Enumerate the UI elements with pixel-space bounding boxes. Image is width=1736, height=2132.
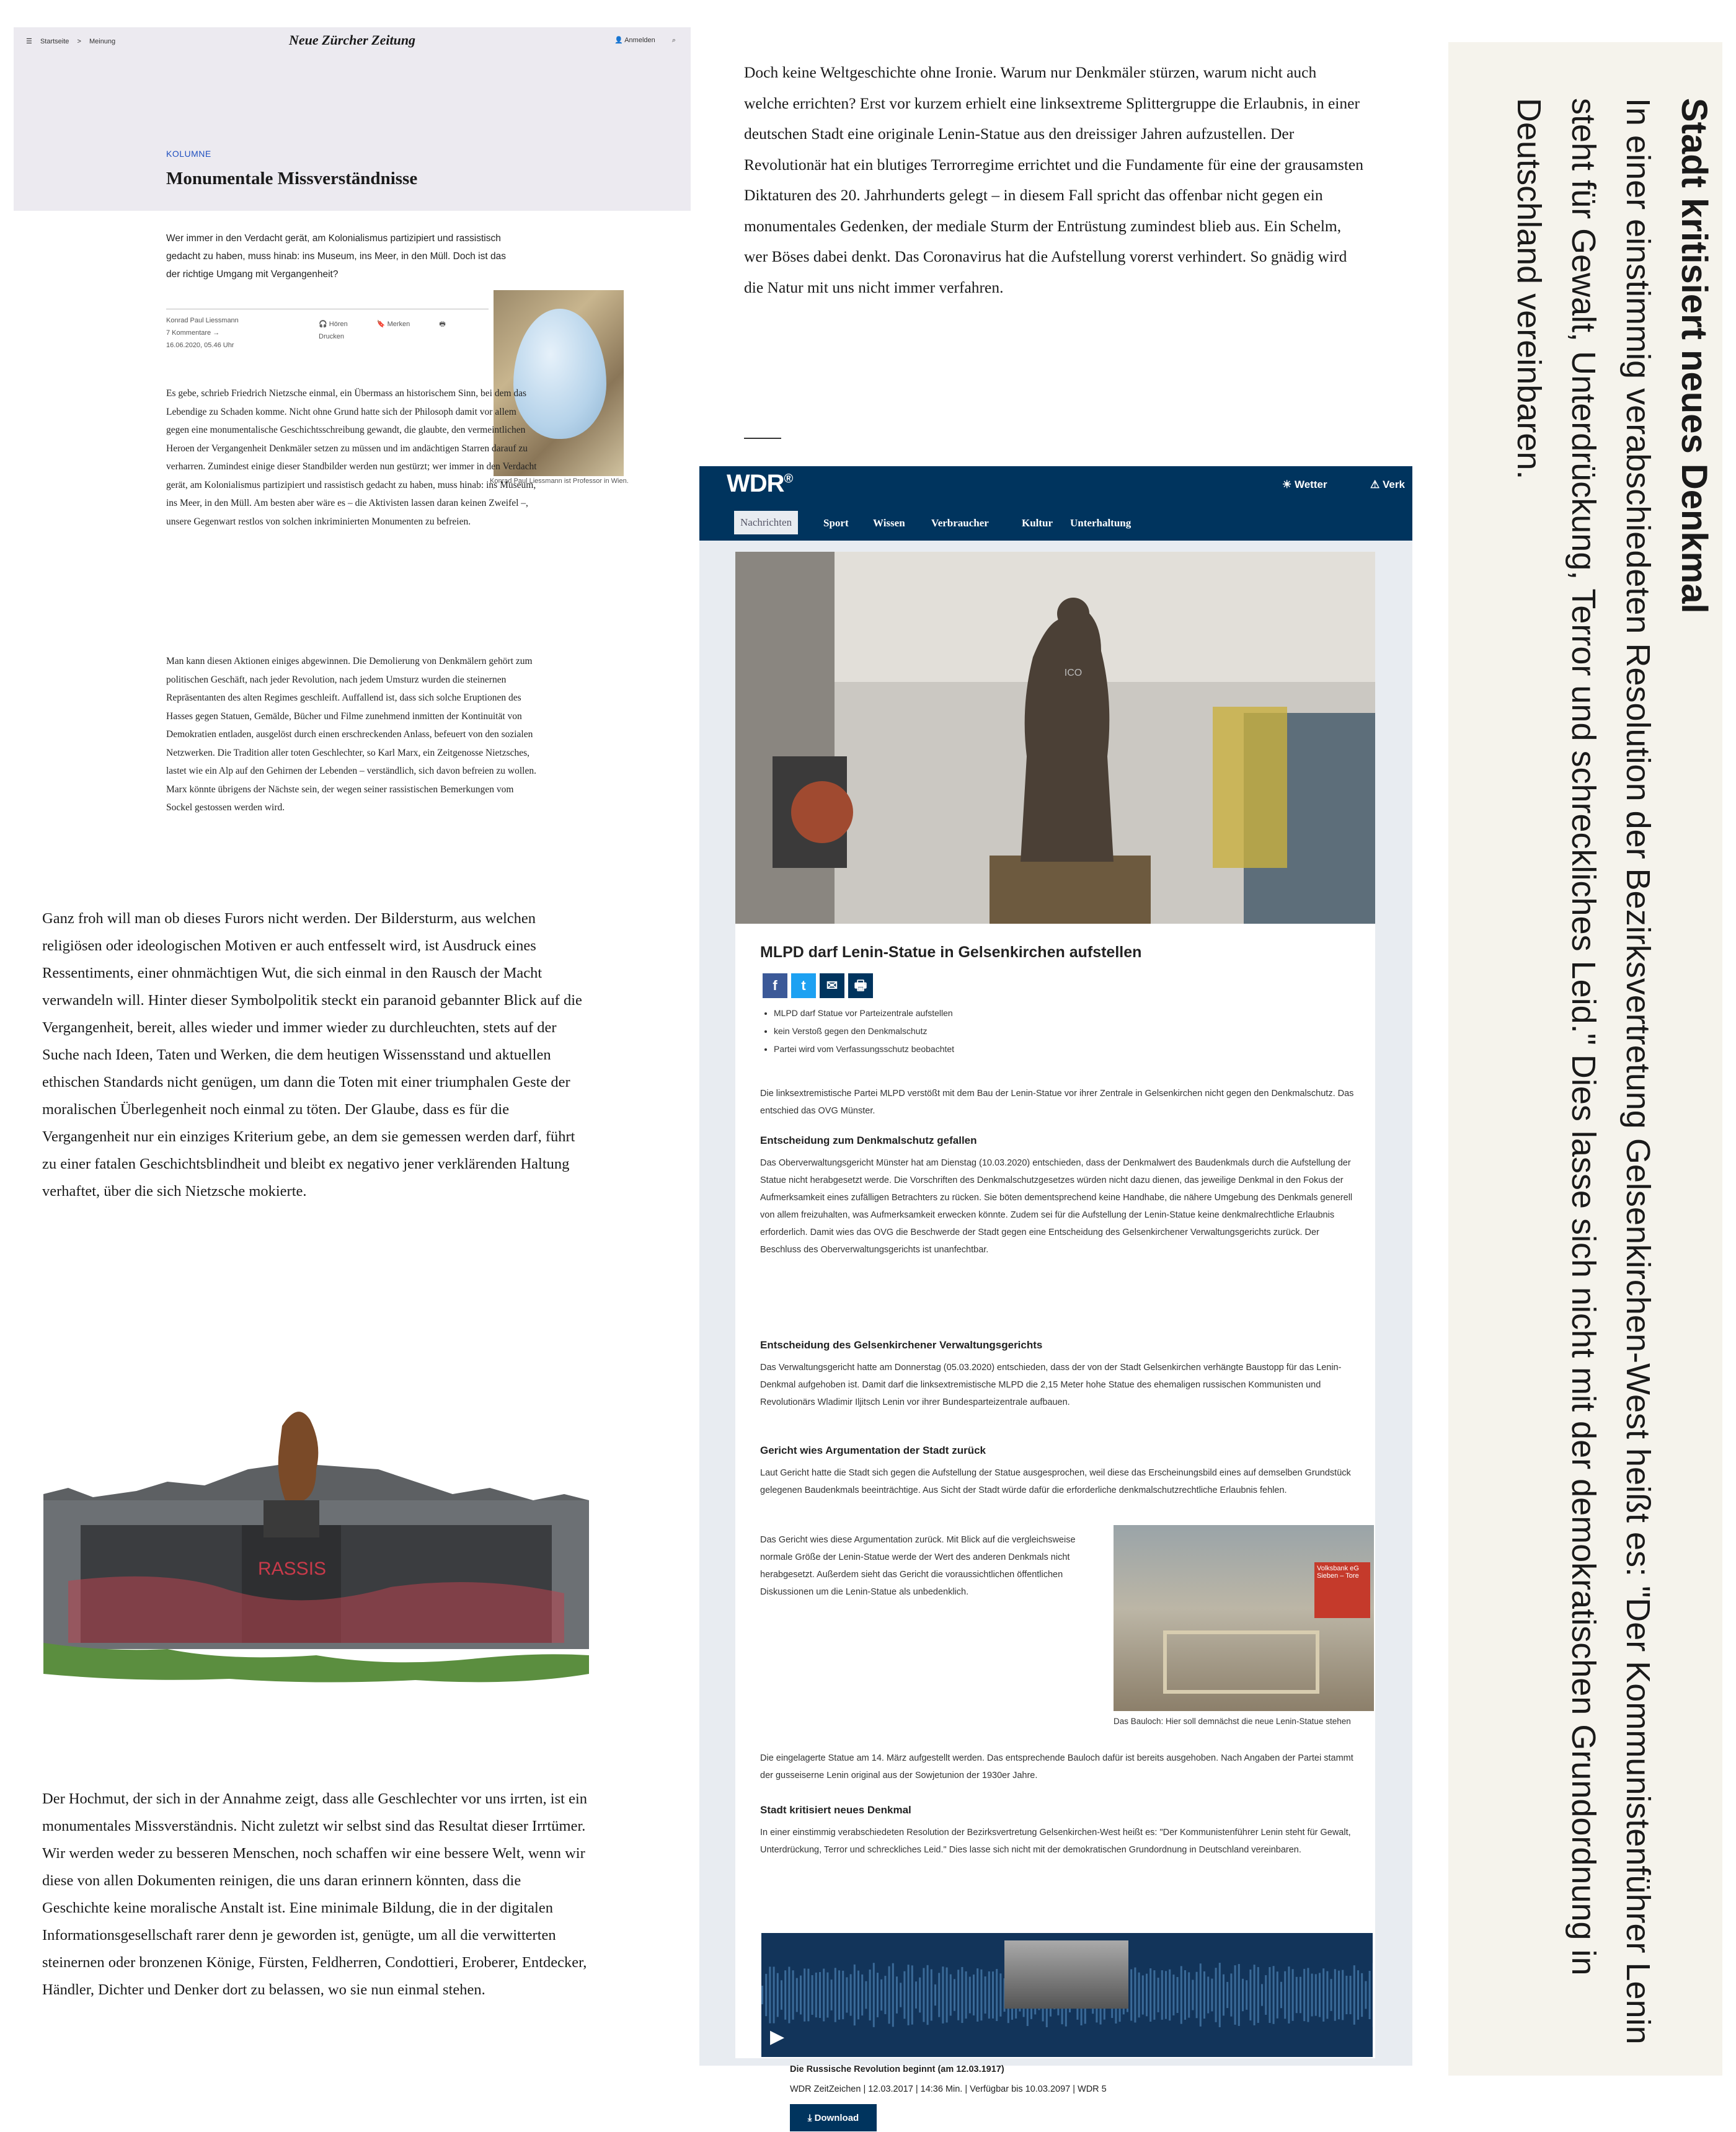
waveform-bar [908,1965,910,2025]
wdr-topbar [699,466,1412,503]
waveform-bar [1350,1976,1352,2014]
waveform-bar [965,1971,967,2019]
share-bar [763,973,877,998]
tab-kultur[interactable]: Kultur [1022,517,1053,529]
listen-button[interactable]: 🎧 Hören [319,321,361,328]
twitter-icon[interactable]: t [791,973,816,998]
waveform-bar [1234,1965,1236,2025]
waveform-bar [896,1976,898,2014]
audio-meta: WDR ZeitZeichen | 12.03.2017 | 14:36 Min. | Verfügbar bis 10.03.2097 | WDR 5 [790,2084,1107,2094]
waveform-bar [1134,1968,1136,2023]
waveform-bar [950,1975,952,2016]
waveform-bar [1219,1963,1221,2027]
nzz-nav [14,27,691,57]
waveform-bar [1169,1970,1171,2021]
user-icon[interactable]: 👤 [614,37,623,44]
breadcrumb-section[interactable]: Meinung [89,38,115,45]
paragraph-right: Doch keine Weltgeschichte ohne Ironie. Warum nur Denkmäler stürzen, warum nicht auch welche errichten? Erst vor kurzem erhielt eine linksextreme Splittergruppe die Erlaubnis, in einer deutschen Stadt eine originale Lenin-Statue aus den dreissiger Jahren aufzustellen. Der Revolutionär hat ein blutiges Terrorregime errichtet und die Fundamente für eine der grausamsten Diktaturen des 20. Jahrhunderts gelegt – in diesem Fall spricht das offenbar nicht gegen ein monumentales Gedenken, der mediale Sturm der Entrüstung zumindest blieb aus. Ein Schelm, wer Böses dabei denkt. Das Coronavirus hat die Aufstellung vorerst verhindert. So gnädig wird die Natur mit uns nicht immer verfahren. [744,57,1364,303]
pallet [990,856,1151,924]
waveform-bar [835,1968,836,2022]
print-icon[interactable]: 🖶 [848,973,873,998]
nzz-logo[interactable]: Neue Zürcher Zeitung [14,32,691,48]
waveform-bar [812,1975,813,2015]
wdr-logo[interactable]: WDR® [727,470,792,498]
weather-link[interactable]: ☀ Wetter [1282,479,1327,491]
waveform-bar [1172,1975,1174,2015]
waveform-bar [1254,1965,1256,2025]
waveform-bar [1265,1975,1267,2015]
rotated-quote [1448,42,1722,2076]
waveform-bar [800,1976,802,2015]
waveform-bar [1307,1968,1309,2022]
waveform-bar [1142,1975,1144,2014]
waveform-bar [1357,1970,1359,2020]
waveform-bar [1326,1971,1328,2019]
nav-right [614,36,676,45]
wdr-nav [699,503,1412,541]
image-caption: Konrad Paul Liessmann ist Professor in Wien. [490,476,639,487]
bullet-item: • kein Verstoß gegen den Denkmalschutz [774,1022,954,1040]
waveform-bar [1223,1975,1224,2016]
waveform-bar [1246,1980,1247,2010]
waveform-bar [1284,1971,1286,2019]
waveform-bar [1149,1968,1151,2022]
waveform-bar [927,1965,929,2025]
kicker: KOLUMNE [166,149,211,159]
waveform-bar [1261,1984,1263,2006]
hose [791,781,853,843]
waveform-bar [1188,1972,1190,2017]
waveform-bar [1158,1978,1159,2012]
waveform-bar [873,1963,875,2027]
tab-wissen[interactable]: Wissen [873,517,905,529]
waveform-bar [769,1966,771,2023]
bullet-item: • MLPD darf Statue vor Parteizentrale aufstellen [774,1004,954,1022]
rotated-text [1502,98,1722,2076]
waveform-bar [1203,1971,1205,2019]
bullet-item: • Partei wird vom Verfassungsschutz beobachtet [774,1040,954,1058]
waveform-bar [884,1976,886,2014]
waveform-bar [976,1968,978,2022]
waveform-bar [923,1968,924,2022]
waveform-bar [942,1966,944,2024]
waveform-bar [992,1971,994,2019]
breadcrumb-home[interactable]: Startseite [40,38,69,45]
traffic-link[interactable]: ⚠ Verk [1370,479,1405,491]
waveform-bar [857,1971,859,2020]
waveform-bar [1292,1969,1294,2020]
waveform-bar [807,1969,809,2022]
nzz-header [14,27,691,211]
waveform-bar [1184,1970,1186,2020]
waveform-bar [854,1965,856,2025]
waveform-bar [919,1978,921,2013]
bullet-list [760,1004,954,1058]
audio-title: Die Russische Revolution beginnt (am 12.03.1917) [790,2064,1004,2074]
wdr-subhead-3: Gericht wies Argumentation der Stadt zurück [760,1444,986,1457]
waveform-bar [931,1970,932,2021]
waveform-bar [1345,1976,1347,2014]
waveform-bar [1196,1972,1198,2019]
bank-sign: Volksbank eG Sieben – Tore [1314,1562,1370,1618]
article-headline: Monumentale Missverständnisse [166,169,417,189]
wdr-text-1: Das Oberverwaltungsgericht Münster hat am Dienstag (10.03.2020) entschieden, dass der Denkmalwert des Baudenkmals durch die Aufstellung der Statue nicht herabgesetzt werde. Die Vorschriften des Denkmalschutzgesetzes würden nicht dazu dienen, das jeweilige Denkmal in den Fokus der Aufmerksamkeit eines zufälligen Betrachters zu rücken. Sie böten dementsprechend keine Handhabe, die nähere Umgebung des Denkmals generell von allem freizuhalten, was Aufmerksamkeit erwecken könnte. Zudem sei für die Aufstellung der Lenin-Statue keine denkmalrechtliche Erlaubnis erforderlich. Damit wies das OVG die Beschwerde der Stadt gegen eine Entscheidung des Gelsenkirchener Verwaltungsgerichts zurück. Der Beschluss des Oberverwaltungsgerichts ist unanfechtbar. [760,1154,1355,1258]
waveform-bar [1365,1981,1366,2009]
quote-heading: Stadt kritisiert neues Denkmal [1665,98,1722,2076]
waveform-bar [999,1973,1001,2016]
article-lead: Wer immer in den Verdacht gerät, am Kolonialismus partizipiert und rassistisch gedacht zu haben, muss hinab: ins Museum, ins Meer, in den Müll. Doch ist das der richtige Umgang mit Vergangenheit? [166,229,520,283]
waveform-bar [1331,1979,1332,2011]
building-pit-photo [1114,1525,1374,1711]
waveform-bar [946,1968,948,2023]
waveform-bar [838,1970,840,2020]
paragraph-1: Es gebe, schrieb Friedrich Nietzsche einmal, ein Übermass an historischem Sinn, bei dem das Lebendige zu Schaden komme. Nicht ohne Grund hatte sich der Philosoph damit vor allem gegen eine monumentalische Geschichtsschreibung gewandt, die glaubte, den vermeintlichen Heroen der Vergangenheit Denkmäler setzen zu müssen und im andächtigen Starren darauf zu verharren. Zumindest einige dieser Standbilder werden nun gestürzt; wer immer in den Verdacht gerät, am Kolonialismus partizipiert und rassistisch gedacht zu haben, muss hinab: ins Museum, ins Meer, in den Müll. Am besten aber wäre es – die Aktivisten lassen daran keinen Zweifel –, unsere Gegenwart restlos von solchen inkriminierten Monumenten zu befreien. [166,384,538,531]
waveform-bar [985,1976,986,2014]
waveform-bar [1334,1969,1336,2020]
comments-link[interactable]: 7 Kommentare → [166,327,489,339]
sun-icon: ☀ [1282,479,1291,490]
wdr-intro: Die linksextremistische Partei MLPD verstößt mit dem Bau der Lenin-Statue vor ihrer Zentrale in Gelsenkirchen nicht gegen den Denkmalschutz. Das entschied das OVG Münster. [760,1085,1355,1120]
waveform-bar [888,1966,890,2024]
waveform-bar [1138,1973,1140,2018]
waveform-bar [861,1975,863,2015]
tab-sport[interactable]: Sport [823,517,849,529]
waveform-bar [819,1972,821,2018]
waveform-bar [831,1979,833,2010]
waveform-bar [846,1977,848,2012]
waveform-bar [1211,1979,1213,2012]
waveform-bar [1146,1974,1148,2017]
waveform-bar [865,1981,867,2009]
waveform-bar [1361,1973,1363,2017]
waveform-bar [957,1970,959,2020]
traffic-icon: ⚠ [1370,479,1380,490]
waveform-bar [842,1971,844,2019]
wdr-text-5: Die eingelagerte Statue am 14. März aufgestellt werden. Das entsprechende Bauloch dafür ist bereits ausgehoben. Nach Angaben der Partei stammt der gusseiserne Lenin original aus der Sowjetunion der 1930er Jahre. [760,1749,1355,1784]
waveform-bar [788,1966,790,2023]
waveform-bar [988,1971,990,2019]
print-button[interactable]: 🖶 Drucken [319,321,446,340]
waveform-bar [877,1973,879,2017]
waveform-bar [773,1966,775,2023]
waveform-bar [765,1974,767,2016]
waveform-bar [784,1970,786,2020]
statue-lettering: ICO [1065,668,1082,678]
search-icon[interactable]: ⌕ [672,37,676,44]
waveform-bar [1249,1970,1251,2020]
wdr-subhead-4: Stadt kritisiert neues Denkmal [760,1804,911,1816]
waveform-bar [777,1973,779,2017]
download-button[interactable]: ⤓ Download [790,2104,877,2131]
foundation-frame [1163,1630,1319,1694]
wdr-title: MLPD darf Lenin-Statue in Gelsenkirchen aufstellen [760,944,1141,962]
quote-body: In einer einstimmig verabschiedeten Resolution der Bezirksvertretung Gelsenkirchen-West heißt es: "Der Kommunistenführer Lenin steht für Gewalt, Unterdrückung, Terror und schreckliches Leid." Dies lasse sich nicht mit der demokratischen Grundordnung in Deutschland vereinbaren. [1502,98,1665,2076]
bookmark-button[interactable]: 🔖 Merken [377,321,423,328]
section-divider [744,438,781,439]
waveform-bar [804,1968,805,2021]
waveform-bar [911,1965,913,2024]
waveform-bar [996,1969,998,2021]
wdr-article [699,466,1412,2066]
tab-nachrichten[interactable]: Nachrichten [734,511,798,534]
waveform-bar [1257,1967,1259,2023]
waveform-bar [826,1973,828,2018]
waveform-bar [1161,1970,1163,2020]
waveform-bar [1242,1979,1244,2011]
waveform-bar [1200,1963,1202,2027]
login-link[interactable]: Anmelden [624,37,655,44]
waveform-bar [815,1973,817,2017]
pedestal-top [264,1500,319,1537]
revolution-thumbnail [1004,1940,1128,2009]
waveform-bar [1342,1970,1344,2020]
waveform-bar [1315,1974,1317,2015]
paragraph-2: Man kann diesen Aktionen einiges abgewinnen. Die Demolierung von Denkmälern gehört zum politischen Geschäft, nach jeder Revolution, nach jedem Umsturz wurden die steinernen Repräsentanten des alten Regimes geschleift. Auffallend ist, dass sich solche Eruptionen des Hasses gegen Statuen, Gemälde, Bücher und Filme zunehmend inmitten der Kontinuität von Demokratien entladen, ausgelöst durch einen erschreckenden Anlass, befeuert von den sozialen Netzwerken. Die Tradition aller toten Geschlechter, so Karl Marx, ein Zeitgenosse Nietzsches, lastet wie ein Alp auf den Gehirnen der Lebenden – verständlich, sich davon befreien zu wollen. Marx könnte übrigens der Nächste sein, der wegen seiner rassistischen Bemerkungen vom Sockel gestossen werden wird. [166,652,538,817]
waveform-bar [1300,1977,1301,2014]
graffiti-text: RASSIS [258,1559,326,1579]
waveform-bar [1207,1976,1209,2013]
waveform-bar [1338,1971,1340,2020]
waveform-bar [1296,1977,1298,2013]
waveform-bar [900,1983,901,2007]
waveform-bar [1177,1977,1179,2013]
waveform-bar [961,1967,963,2023]
waveform-bar [1269,1967,1270,2023]
download-icon: ⤓ [808,2113,812,2123]
waveform-bar [1230,1973,1232,2016]
article-actions [319,318,489,343]
photo-caption: Das Bauloch: Hier soll demnächst die neue Lenin-Statue stehen [1114,1714,1362,1730]
mail-icon[interactable]: ✉ [820,973,844,998]
waveform-bar [1238,1964,1240,2026]
waveform-bar [823,1969,825,2022]
waveform-bar [781,1980,782,2010]
audio-player[interactable] [761,1933,1373,2057]
waveform-bar [1277,1971,1278,2019]
patterned-cloth [1213,707,1287,868]
waveform-bar [915,1981,917,2009]
monument-image [43,1376,589,1686]
waveform-bar [869,1970,871,2020]
waveform-bar [792,1970,794,2020]
waveform-bar [969,1976,971,2013]
play-icon[interactable]: ▶ [770,2026,784,2048]
waveform-bar [1280,1982,1282,2008]
waveform-bar [980,1970,982,2020]
waveform-bar [1226,1982,1228,2008]
waveform-bar [880,1979,882,2010]
tab-unterhaltung[interactable]: Unterhaltung [1070,517,1131,529]
wdr-card [735,552,1375,2058]
paragraph-3: Ganz froh will man ob dieses Furors nicht werden. Der Bildersturm, aus welchen religiösen oder ideologischen Motiven er auch entfesselt wird, ist Ausdruck eines Ressentiments, einer ohnmächtigen Wut, die sich einmal in den Rausch der Macht verwandeln will. Hinter dieser Symbolpolitik steckt ein paranoid gebannter Blick auf die Vergangenheit, bereit, alles wieder und immer wieder zu durchleuchten, stets auf der Suche nach Ideen, Taten und Werken, die dem heutigen Wissensstand und aktuellen ethischen Standards nicht genügen, um dann die Toten mit einer triumphalen Geste der moralischen Überlegenheit noch einmal zu töten. Der Glaube, dass es für die Vergangenheit nur ein einziges Kriterium gebe, an dem sie gemessen werden darf, führt zu einer fatalen Geschichtsblindheit und bleibt ex negativo jener verklärenden Haltung verhaftet, über die sich Nietzsche mokierte. [42,905,588,1205]
waveform-bar [903,1971,905,2019]
paragraph-4: Der Hochmut, der sich in der Annahme zeigt, dass alle Geschlechter vor uns irrten, ist ein monumentales Missverständnis. Nicht zuletzt wir selbst sind das Resultat dieser Irrtümer. Wir werden weder zu besseren Menschen, noch schaffen wir eine bessere Welt, wenn wir diese von allen Dokumenten reinigen, die uns daran erinnern könnten, dass die Geschichte keine moralische Anstalt ist. Eine minimale Bildung, die in der digitalen Informationsgesellschaft rarer denn je geworden ist, genügte, um all die verwitterten steinernen oder bronzenen Könige, Fürsten, Feldherren, Condottieri, Eroberer, Entdecker, Händler, Dichter und Denker dort zu belassen, wo sie nun einmal stehen. [42,1785,588,2004]
author[interactable]: Konrad Paul Liessmann [166,314,489,327]
byline [166,309,489,352]
wdr-subhead-2: Entscheidung des Gelsenkirchener Verwaltungsgerichts [760,1339,1042,1351]
waveform-bar [1288,1966,1290,2024]
waveform-bar [1130,1969,1132,2020]
waveform-bar [1153,1970,1155,2020]
publish-date: 16.06.2020, 05.46 Uhr [166,339,489,352]
wdr-subhead-1: Entscheidung zum Denkmalschutz gefallen [760,1135,977,1147]
waveform-bar [1215,1968,1217,2022]
wdr-text-3: Laut Gericht hatte die Stadt sich gegen die Aufstellung der Statue ausgesprochen, weil diese das Erscheinungsbild eines auf demselben Grundstück gelegenen Baudenkmals beeinträchtige. Aus Sicht der Stadt würde dafür die erforderliche denkmalschutzrechtliche Erlaubnis fehlen. [760,1464,1355,1499]
waveform-bar [1165,1971,1167,2019]
facebook-icon[interactable]: f [763,973,787,998]
waveform-bar [892,1963,894,2027]
waveform-bar [761,1986,763,2004]
waveform-bar [1369,1971,1371,2019]
waveform-bar [1273,1966,1275,2024]
lenin-statue-photo [735,552,1375,924]
tab-verbraucher[interactable]: Verbraucher [931,517,989,529]
waveform-bar [1319,1973,1321,2017]
waveform-bar [796,1978,798,2012]
wdr-text-6: In einer einstimmig verabschiedeten Resolution der Bezirksvertretung Gelsenkirchen-West heißt es: "Der Kommunistenführer Lenin steht für Gewalt, Unterdrückung, Terror und schreckliches Leid." Dies lasse sich nicht mit der demokratischen Grundordnung in Deutschland vereinbaren. [760,1824,1355,1859]
waveform-bar [938,1973,940,2017]
waveform-bar [1353,1965,1355,2025]
wdr-text-4: Das Gericht wies diese Argumentation zurück. Mit Blick auf die vergleichsweise normale Größe der Lenin-Statue werde der Wert des anderen Denkmals nicht herabgesetzt. Außerdem sieht das Gericht die voraussichtlichen öffentlichen Diskussionen um die Lenin-Statue als unbedenklich. [760,1531,1089,1601]
waveform-bar [934,1984,936,2006]
waveform-bar [1303,1969,1305,2021]
wdr-text-2: Das Verwaltungsgericht hatte am Donnerstag (05.03.2020) entschieden, dass der von der Stadt Gelsenkirchen verhängte Baustopp für das Lenin-Denkmal aufgehoben ist. Damit darf die linksextremistische MLPD die 2,15 Meter hohe Statue des ehemaligen russischen Kommunisten und Revolutionärs Wladimir Iljitsch Lenin vor ihrer Bundesparteizentrale aufbauen. [760,1359,1355,1411]
eagle-statue [278,1412,319,1500]
chevron-right-icon: > [77,38,81,45]
waveform-bar [1311,1974,1313,2017]
menu-icon[interactable]: ☰ [26,38,32,45]
waveform-bar [1192,1980,1194,2010]
waveform-bar [954,1979,955,2010]
waveform-bar [1180,1966,1182,2024]
waveform-bar [973,1975,975,2015]
waveform-bar [1322,1968,1324,2022]
waveform-bar [850,1974,852,2015]
